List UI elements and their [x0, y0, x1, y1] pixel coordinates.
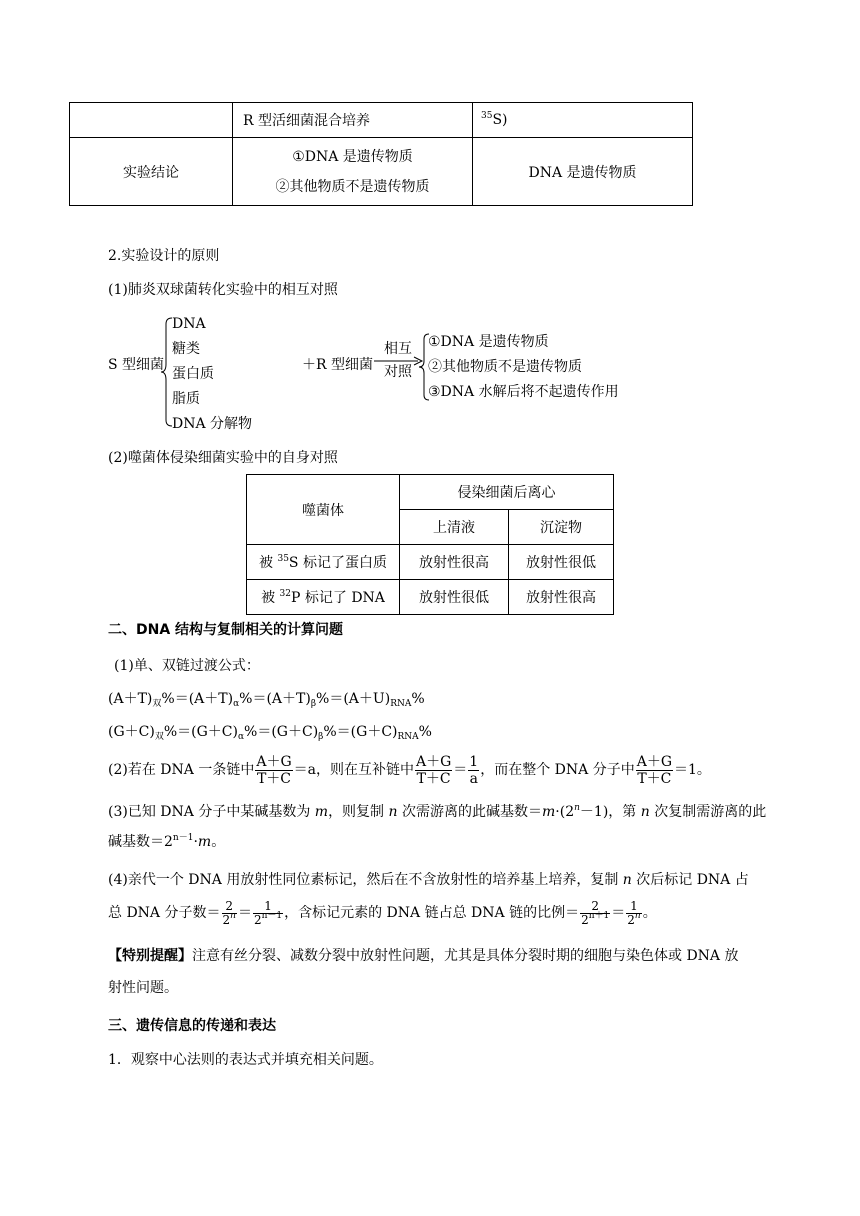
formula-replication-2: 碱基数$=2^{n-1}\cdot m$。 — [108, 833, 226, 850]
subheading-self-control: (2)噬菌体侵染细菌实验中的自身对照 — [108, 450, 338, 466]
header-sediment: 沉淀物 — [509, 510, 614, 545]
component-dna-digest: DNA 分解物 — [172, 416, 253, 432]
header-centrifuge: 侵染细菌后离心 — [400, 475, 614, 510]
arrow-label-top: 相互 — [384, 341, 412, 357]
table1-cell-r-culture: R 型活细菌混合培养 — [233, 103, 473, 138]
row-s35-supernatant: 放射性很高 — [400, 545, 509, 580]
section-heading-genetic-info: 三、遗传信息的传递和表达 — [108, 1018, 276, 1034]
row-p32-sediment: 放射性很高 — [509, 580, 614, 615]
conclusion-phage: DNA 是遗传物质 — [473, 138, 693, 206]
formula-intro: (1)单、双链过渡公式： — [114, 658, 260, 674]
result-3: ③DNA 水解后将不起遗传作用 — [428, 384, 619, 400]
header-supernatant: 上清液 — [400, 510, 509, 545]
result-2: ②其他物质不是遗传物质 — [428, 359, 582, 375]
plus-r-bacteria: ＋R 型细菌 — [302, 357, 373, 373]
component-sugar: 糖类 — [172, 341, 200, 357]
header-phage: 噬菌体 — [247, 475, 400, 545]
formula-gc: $(G+C)_双\%=(G+C)_\alpha\%=(G+C)_\beta\%=(G+C)_{RNA}\%$ — [108, 724, 432, 742]
section-heading-design: 2.实验设计的原则 — [108, 248, 220, 264]
section-heading-calc: 二、DNA 结构与复制相关的计算问题 — [108, 622, 344, 638]
table1-cell-empty — [70, 103, 233, 138]
row-s35-label: 被 $^{35}$S 标记了蛋白质 — [247, 545, 400, 580]
component-lipid: 脂质 — [172, 391, 200, 407]
row-s35-sediment: 放射性很低 — [509, 545, 614, 580]
experiment-table — [69, 102, 693, 206]
conclusion-label: 实验结论 — [70, 138, 233, 206]
component-list — [172, 312, 252, 437]
formula-label-1: (4)亲代一个 DNA 用放射性同位素标记，然后在不含放射性的培养基上培养，复制 n 次后标记 DNA 占 — [108, 872, 749, 888]
special-reminder: 【特别提醒】注意有丝分裂、减数分裂中放射性问题，尤其是具体分裂时期的细胞与染色体或 DNA 放 — [108, 948, 739, 964]
row-p32-label: 被 $^{32}$P 标记了 DNA — [247, 580, 400, 615]
phage-table — [246, 474, 614, 615]
subheading-mutual-control: (1)肺炎双球菌转化实验中的相互对照 — [108, 282, 338, 298]
arrow-label-bottom: 对照 — [384, 364, 412, 380]
formula-ratio: (2)若在 DNA 一条链中 $\frac{A+G}{T+C}$ ＝a，则在互补链中 $\frac{A+G}{T+C}$ ＝ $\frac{1}{a}$ ，而在整个 DNA 分子中 $\frac{A+G}{T+C}$ ＝1。 — [108, 753, 711, 787]
s-bacteria-label: S 型细菌 — [108, 357, 165, 373]
formula-at: $(A+T)_双\%=(A+T)_\alpha\%=(A+T)_\beta\%=(A+U)_{RNA}\%$ — [108, 691, 425, 709]
arrow-icon — [374, 356, 424, 366]
row-p32-supernatant: 放射性很低 — [400, 580, 509, 615]
result-list — [428, 330, 619, 405]
component-dna: DNA — [172, 316, 206, 332]
formula-replication-1: (3)已知 DNA 分子中某碱基数为 m，则复制 n 次需游离的此碱基数$=m\cdot(2^n-1)$，第 n 次复制需游离的此 — [108, 803, 767, 820]
formula-label-2: 总 DNA 分子数＝ $\frac{2}{2^n}$ ＝ $\frac{1}{2^{n-1}}$ ，含标记元素的 DNA 链占总 DNA 链的比例＝ $\frac{2}{2^{n+1}}$ ＝ $\frac{1}{2^n}$ 。 — [108, 898, 657, 927]
result-1: ①DNA 是遗传物质 — [428, 334, 549, 350]
central-dogma-instruction: 1．观察中心法则的表达式并填充相关问题。 — [108, 1052, 383, 1068]
special-reminder-cont: 射性问题。 — [108, 980, 178, 996]
conclusion-transformation: ①DNA 是遗传物质 ②其他物质不是遗传物质 — [233, 138, 473, 206]
table1-cell-s35: $^{35}$S) — [473, 103, 693, 138]
component-protein: 蛋白质 — [172, 366, 214, 382]
